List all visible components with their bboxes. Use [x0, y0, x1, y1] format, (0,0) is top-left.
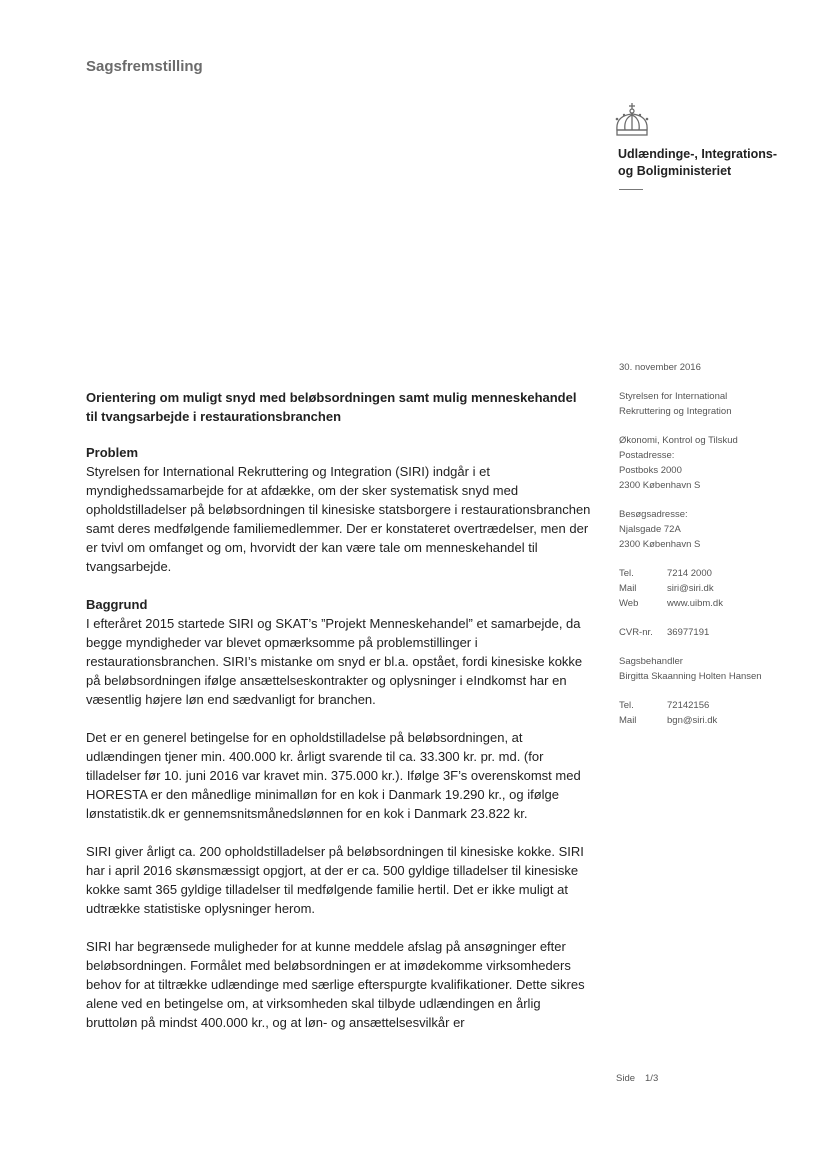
caseworker-tel-row	[619, 698, 819, 713]
contact-label: Web	[619, 598, 639, 609]
document-date: 30. november 2016	[619, 362, 701, 373]
contact-row-mail	[619, 581, 819, 596]
postal-city: 2300 København S	[619, 480, 701, 491]
cvr-label: CVR-nr.	[619, 627, 653, 638]
contact-block	[619, 566, 819, 611]
agency-name-line: Rekruttering og Integration	[619, 406, 732, 417]
postal-address	[619, 433, 819, 493]
section-background	[86, 595, 594, 709]
caseworker-mail-row	[619, 713, 819, 728]
visit-city: 2300 København S	[619, 539, 701, 550]
visiting-address	[619, 507, 819, 552]
caseworker-name: Birgitta Skaanning Holten Hansen	[619, 671, 762, 682]
ministry-name-line: Udlændinge-, Integrations-	[618, 147, 778, 161]
page-number	[616, 1073, 668, 1084]
title-line: til tvangsarbejde i restaurationsbranchen	[86, 409, 342, 424]
cvr-row	[619, 625, 819, 640]
body-paragraph: Det er en generel betingelse for en opholdstilladelse på beløbsordningen, at udlændingen tjener min. 400.000 kr. årligt svarende til ca. 33.300 kr. pr. md. (for tilladelser før 10. juni 2016 var kravet min. 375.000 kr.). Ifølge 3F’s overenskomst med HORESTA er den månedlige minimalløn for en kok i Danmark 19.290 kr., og ifølge lønstatistik.dk er gennemsnitsmånedslønnen for en kok i Danmark 23.822 kr.	[86, 730, 581, 821]
document-title	[86, 388, 596, 426]
section-paragraph: Styrelsen for International Rekruttering og Integration (SIRI) indgår i et myndighedssamarbejde for at afdække, om der sker systematisk snyd med opholdstilladelser på beløbsordningen til kinesiske statsborgere i restaurationsbranchen samt deres medfølgende familiemedlemmer. Der er konstateret overtrædelser, men der er tvivl om omfanget og om, hvorvidt der kan være tale om menneskehandel til tvangsarbejde.	[86, 464, 591, 574]
section-heading: Baggrund	[86, 597, 148, 612]
section-problem	[86, 443, 594, 576]
title-line: Orientering om muligt snyd med beløbsordningen samt mulig menneskehandel	[86, 390, 577, 405]
contact-value: 72142156	[667, 700, 710, 711]
section-paragraph: I efteråret 2015 startede SIRI og SKAT’s ”Projekt Menneskehandel” et samarbejde, da begge myndigheder var blevet opmærksomme på problemstillinger i restaurationsbranchen. SIRI’s mistanke om snyd er bl.a. opstået, fordi kinesiske kokke på beløbsordningen ifølge ansættelseskontrakter og oplysninger i eIndkomst har en væsentlig højere løn end sædvanligt for branchen.	[86, 616, 583, 707]
contact-label: Mail	[619, 715, 637, 726]
department-name: Økonomi, Kontrol og Tilskud	[619, 435, 738, 446]
document-type-label: Sagsfremstilling	[86, 58, 203, 75]
caseworker-block	[619, 654, 819, 684]
contact-web-link[interactable]: www.uibm.dk	[667, 598, 723, 609]
contact-email-link[interactable]: siri@siri.dk	[667, 583, 714, 594]
caseworker-contact	[619, 698, 819, 728]
sender-info-column	[619, 360, 819, 742]
contact-label: Tel.	[619, 700, 634, 711]
ministry-divider	[619, 189, 643, 190]
postal-box: Postboks 2000	[619, 465, 682, 476]
contact-label: Tel.	[619, 568, 634, 579]
page-label: Side	[616, 1073, 636, 1084]
contact-row-tel	[619, 566, 819, 581]
cvr-block	[619, 625, 819, 640]
page-value: 1/3	[645, 1073, 659, 1084]
contact-value: 7214 2000	[667, 568, 712, 579]
contact-row-web	[619, 596, 819, 611]
document-body	[86, 443, 594, 1051]
ministry-name-line: og Boligministeriet	[618, 164, 732, 178]
crown-icon	[612, 102, 652, 138]
body-paragraph: SIRI giver årligt ca. 200 opholdstilladelser på beløbsordningen til kinesiske kokke. SIRI har i april 2016 skønsmæssigt opgjort, at der er ca. 500 gyldige tilladelser til kinesiske kokke samt 365 gyldige tilladelser til medfølgende familie hertil. Det er ikke muligt at udtrække statistiske oplysninger herom.	[86, 844, 584, 916]
agency-name-line: Styrelsen for International	[619, 391, 728, 402]
ministry-name	[618, 146, 818, 180]
body-paragraph: SIRI har begrænsede muligheder for at kunne meddele afslag på ansøgninger efter beløbsordningen. Formålet med beløbsordningen er at imødekomme virksomheders behov for at tiltrække udlændinge med særlige efterspurgte kvalifikationer. Dette sikres alene ved en betingelse om, at virksomheden skal tilbyde udlændingen en årlig bruttoløn på mindst 400.000 kr., og at løn- og ansættelsesvilkår er	[86, 939, 585, 1030]
cvr-value: 36977191	[667, 627, 710, 638]
visit-label: Besøgsadresse:	[619, 509, 688, 520]
agency-name	[619, 389, 819, 419]
section-heading: Problem	[86, 445, 139, 460]
visit-street: Njalsgade 72A	[619, 524, 681, 535]
postal-label: Postadresse:	[619, 450, 675, 461]
caseworker-label: Sagsbehandler	[619, 656, 683, 667]
contact-label: Mail	[619, 583, 637, 594]
caseworker-email-link[interactable]: bgn@siri.dk	[667, 715, 718, 726]
